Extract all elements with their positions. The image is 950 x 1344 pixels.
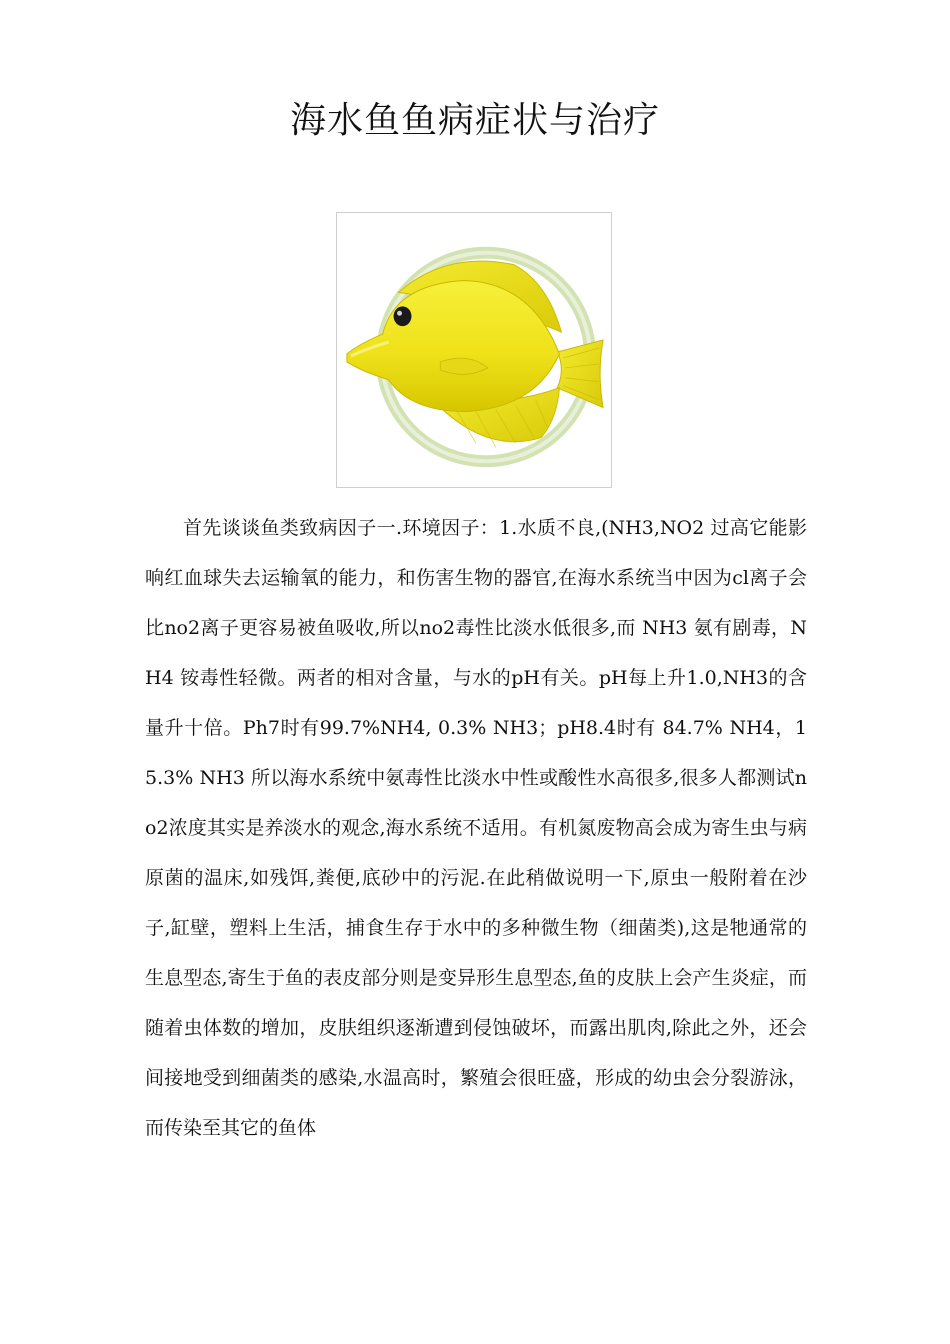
fish-eye-shape — [394, 306, 412, 326]
body-paragraph: 首先谈谈鱼类致病因子一.环境因子：1.水质不良,(NH3,NO2 过高它能影响红血球失去运输氧的能力，和伤害生物的器官,在海水系统当中因为cl离子会比no2离子更容易被鱼吸收,所以no2毒性比淡水低很多,而 NH3 氨有剧毒，NH4 铵毒性轻微。两者的相对含量，与水的pH有关。pH每上升1.0,NH3的含量升十倍。Ph7时有99.7%NH4, 0.3% NH3；pH8.4时有 84.7% NH4，15.3% NH3 所以海水系统中氨毒性比淡水中性或酸性水高很多,很多人都测试no2浓度其实是养淡水的观念,海水系统不适用。有机氮废物高会成为寄生虫与病原菌的温床,如残饵,粪便,底砂中的污泥.在此稍做说明一下,原虫一般附着在沙子,缸壁，塑料上生活，捕食生存于水中的多种微生物（细菌类),这是牠通常的生息型态,寄生于鱼的表皮部分则是变异形生息型态,鱼的皮肤上会产生炎症，而随着虫体数的增加，皮肤组织逐渐遭到侵蚀破坏，而露出肌肉,除此之外，还会间接地受到细菌类的感染,水温高时，繁殖会很旺盛，形成的幼虫会分裂游泳，而传染至其它的鱼体 — [145, 517, 807, 1139]
fish-figure — [336, 212, 612, 488]
tail-fin-shape — [557, 340, 603, 408]
page-title: 海水鱼鱼病症状与治疗 — [289, 100, 660, 141]
yellow-tang-fish-icon — [337, 213, 611, 487]
